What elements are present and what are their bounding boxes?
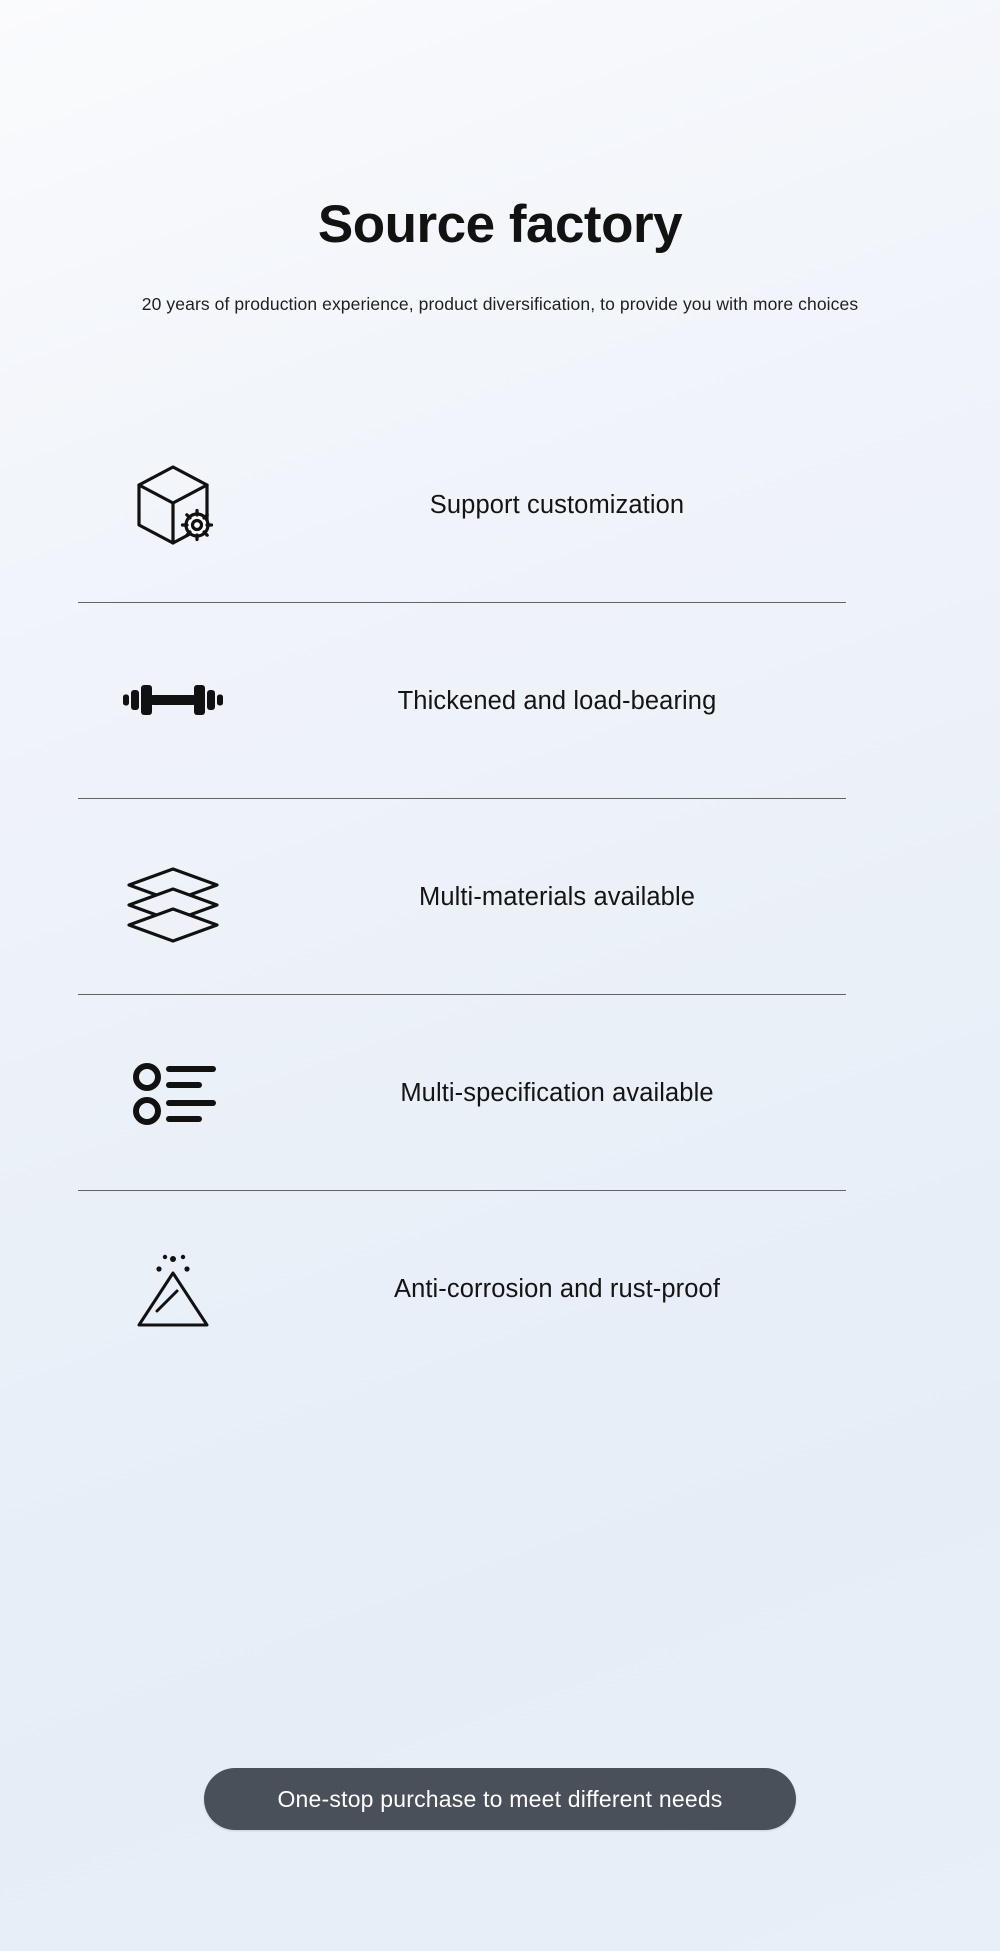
list-item bbox=[78, 995, 922, 1191]
layers-icon bbox=[78, 845, 268, 949]
list-item-label: Multi-materials available bbox=[418, 882, 695, 911]
feature-list bbox=[0, 407, 1000, 1387]
page-subtitle: 20 years of production experience, product diversification, to provide you with more choices bbox=[141, 294, 859, 315]
list-item-label: Anti-corrosion and rust-proof bbox=[393, 1274, 721, 1303]
page-title: Source factory bbox=[317, 195, 683, 254]
one-stop-purchase-button[interactable]: One-stop purchase to meet different needs bbox=[204, 1768, 796, 1830]
list-item bbox=[78, 407, 922, 603]
anti-corrosion-icon bbox=[78, 1237, 268, 1341]
list-item bbox=[78, 799, 922, 995]
cta-section bbox=[0, 1768, 1000, 1830]
box-gear-icon bbox=[78, 453, 268, 557]
list-item-label: Thickened and load-bearing bbox=[397, 686, 717, 715]
hero-section bbox=[0, 0, 1000, 315]
list-item bbox=[78, 603, 922, 799]
settings-list-icon bbox=[78, 1041, 268, 1145]
list-item-label: Multi-specification available bbox=[400, 1078, 714, 1107]
list-item bbox=[78, 1191, 922, 1387]
dumbbell-icon bbox=[78, 649, 268, 753]
list-item-label: Support customization bbox=[429, 490, 685, 519]
